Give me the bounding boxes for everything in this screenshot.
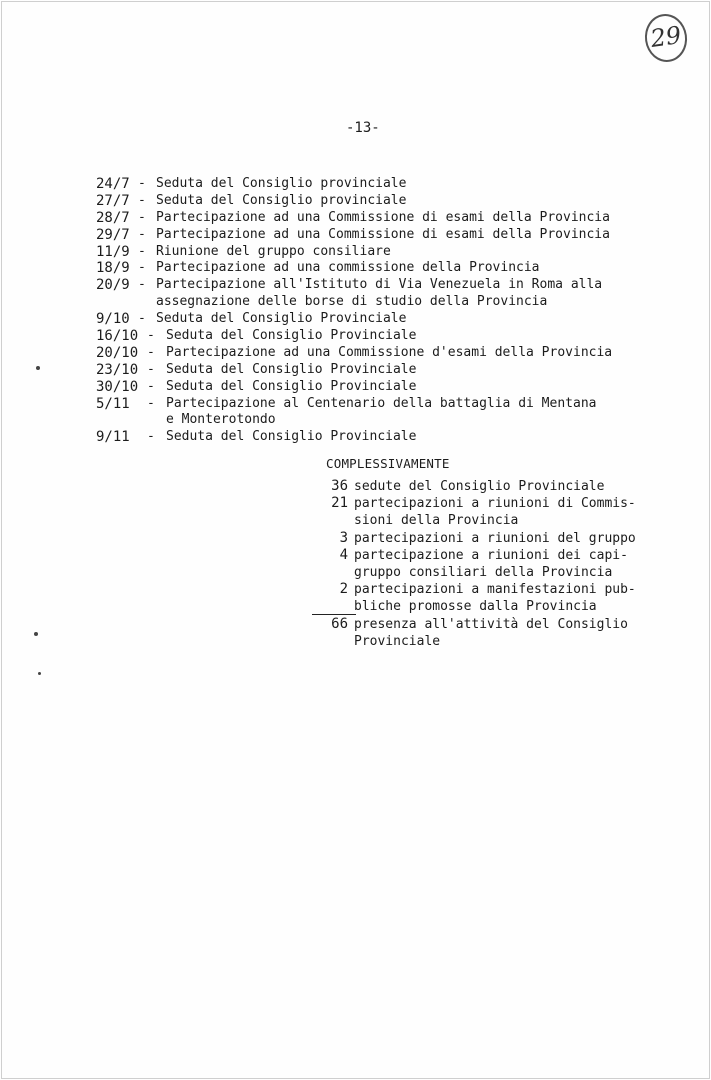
- summary-row: [300, 564, 690, 581]
- summary-text: gruppo consiliari della Provincia: [354, 564, 613, 580]
- summary-row: [300, 530, 690, 547]
- entry-dash: -: [138, 311, 146, 327]
- activity-list: [96, 176, 686, 446]
- list-item: [96, 210, 686, 227]
- scan-speck: [34, 632, 38, 636]
- entry-date: 20/9: [96, 277, 130, 294]
- entry-date: 27/7: [96, 192, 130, 209]
- entry-dash: -: [147, 429, 155, 445]
- summary-text: sedute del Consiglio Provinciale: [354, 479, 605, 494]
- entry-dash: -: [147, 395, 155, 411]
- entry-dash: -: [147, 378, 155, 394]
- entry-date: 20/10: [96, 344, 139, 361]
- summary-total-row: [300, 616, 690, 633]
- entry-text: Seduta del Consiglio Provinciale: [156, 311, 407, 327]
- summary-row: [300, 547, 690, 564]
- entry-text: Seduta del Consiglio Provinciale: [166, 429, 417, 445]
- entry-date: 16/10: [96, 328, 139, 345]
- entry-date: 9/11: [96, 429, 130, 446]
- list-item-continuation: [96, 294, 686, 311]
- summary-text: presenza all'attività del Consiglio: [354, 616, 628, 632]
- entry-dash: -: [138, 192, 146, 208]
- archive-stamp-seal: 29: [642, 11, 690, 64]
- entry-date: 28/7: [96, 209, 130, 226]
- list-item: [96, 193, 686, 210]
- entry-text: Partecipazione al Centenario della battaglia di Mentana: [166, 395, 597, 411]
- scan-speck: [38, 672, 41, 675]
- summary-heading: COMPLESSIVAMENTE: [326, 456, 450, 471]
- list-item: [96, 396, 686, 413]
- summary-text: bliche promosse dalla Provincia: [354, 599, 597, 615]
- entry-text: Seduta del Consiglio Provinciale: [166, 328, 417, 344]
- summary-row: [300, 512, 690, 529]
- entry-text: assegnazione delle borse di studio della Provincia: [156, 294, 548, 310]
- sum-underline: [312, 614, 356, 615]
- summary-count: 4: [339, 546, 348, 563]
- entry-dash: -: [147, 344, 155, 360]
- summary-total-count: 66: [331, 615, 348, 632]
- entry-text: Partecipazione all'Istituto di Via Venezuela in Roma alla: [156, 277, 603, 293]
- list-item: [96, 328, 686, 345]
- summary-count: 36: [331, 478, 348, 494]
- entry-text: Seduta del Consiglio Provinciale: [166, 378, 417, 394]
- summary-text: partecipazioni a riunioni del gruppo: [354, 530, 636, 546]
- entry-text: Partecipazione ad una Commissione di esami della Provincia: [156, 209, 610, 225]
- entry-date: 29/7: [96, 226, 130, 243]
- entry-text: Partecipazione ad una Commissione d'esami della Provincia: [166, 344, 613, 360]
- list-item: [96, 379, 686, 396]
- list-item: [96, 227, 686, 244]
- list-item: [96, 362, 686, 379]
- summary-row: [300, 495, 690, 512]
- entry-date: 24/7: [96, 176, 130, 192]
- summary-text: partecipazione a riunioni dei capi-: [354, 547, 628, 563]
- list-item: [96, 277, 686, 294]
- entry-date: 11/9: [96, 243, 130, 260]
- page-number: -13-: [346, 120, 380, 136]
- summary-row: [300, 598, 690, 615]
- summary-text: partecipazioni a manifestazioni pub-: [354, 582, 636, 598]
- list-item: [96, 260, 686, 277]
- summary-row: [300, 581, 690, 598]
- entry-date: 23/10: [96, 361, 139, 378]
- list-item: [96, 345, 686, 362]
- summary-list: [300, 478, 690, 650]
- summary-text: Provinciale: [354, 633, 441, 649]
- entry-text: Partecipazione ad una Commissione di esami della Provincia: [156, 226, 610, 242]
- entry-dash: -: [138, 209, 146, 225]
- entry-text: Seduta del Consiglio provinciale: [156, 192, 407, 208]
- summary-text: sioni della Provincia: [354, 513, 519, 529]
- summary-count: 21: [331, 495, 348, 512]
- entry-dash: -: [138, 243, 146, 259]
- entry-text: Seduta del Consiglio Provinciale: [166, 361, 417, 377]
- entry-text: Riunione del gruppo consiliare: [156, 243, 391, 259]
- entry-dash: -: [138, 176, 146, 191]
- entry-date: 18/9: [96, 260, 130, 277]
- entry-text: e Monterotondo: [166, 412, 276, 428]
- list-item: [96, 176, 686, 193]
- entry-text: Partecipazione ad una commissione della Provincia: [156, 260, 540, 276]
- summary-count: 2: [339, 581, 348, 598]
- list-item: [96, 429, 686, 446]
- entry-dash: -: [138, 260, 146, 276]
- entry-dash: -: [138, 277, 146, 293]
- summary-row: [300, 478, 690, 495]
- entry-text: Seduta del Consiglio provinciale: [156, 176, 407, 191]
- list-item: [96, 311, 686, 328]
- summary-text: partecipazioni a riunioni di Commis-: [354, 496, 636, 512]
- summary-row: [300, 633, 690, 650]
- entry-date: 9/10: [96, 311, 130, 328]
- entry-dash: -: [147, 361, 155, 377]
- list-item: [96, 244, 686, 261]
- entry-date: 30/10: [96, 378, 139, 395]
- scan-speck: [36, 366, 40, 370]
- summary-count: 3: [339, 529, 348, 546]
- list-item-continuation: [96, 412, 686, 429]
- entry-dash: -: [138, 226, 146, 242]
- entry-dash: -: [147, 328, 155, 344]
- entry-date: 5/11: [96, 395, 130, 412]
